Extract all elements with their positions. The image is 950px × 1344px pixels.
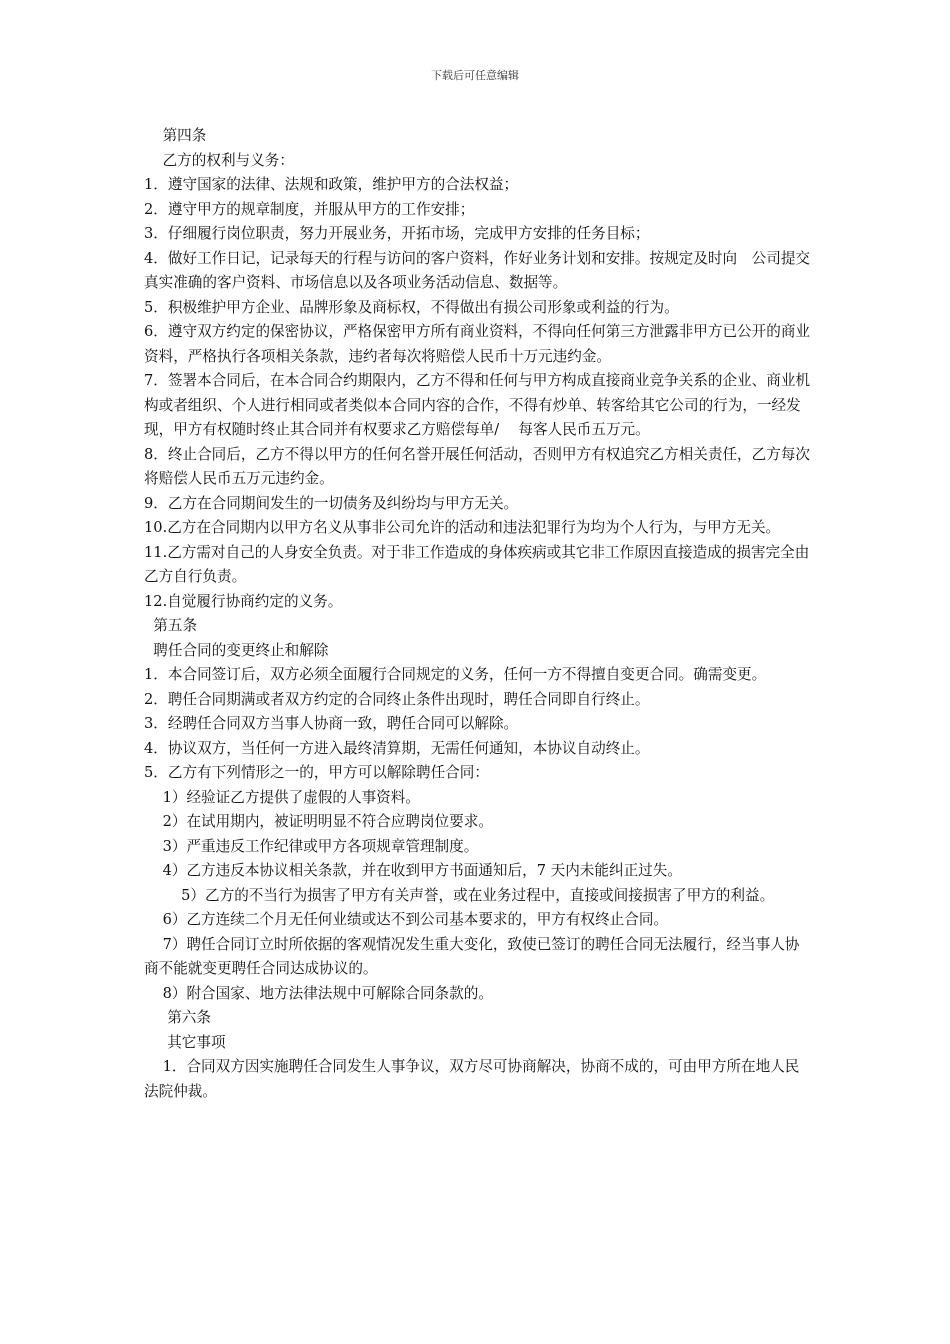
clause-paragraph: 4．做好工作日记，记录每天的行程与访问的客户资料，作好业务计划和安排。按规定及时向 公司提交真实准确的客户资料、市场信息以及各项业务活动信息、数据等。 — [144, 249, 811, 291]
clause-paragraph: 8．终止合同后，乙方不得以甲方的任何名誉开展任何活动，否则甲方有权追究乙方相关责任，乙方每次将赔偿人民币五万元违约金。 — [144, 445, 811, 487]
clause-paragraph: 2．聘任合同期满或者双方约定的合同终止条件出现时，聘任合同即自行终止。 — [144, 690, 650, 708]
clause-paragraph: 9．乙方在合同期间发生的一切债务及纠纷均与甲方无关。 — [144, 494, 519, 512]
clause-paragraph: 10.乙方在合同期内以甲方名义从事非公司允许的活动和违法犯罪行为均为个人行为，与甲方无关。 — [144, 519, 781, 536]
sub-clause-paragraph: 3）严重违反工作纪律或甲方各项规章管理制度。 — [144, 837, 479, 855]
clause-paragraph: 7．签署本合同后，在本合同合约期限内，乙方不得和任何与甲方构成直接商业竞争关系的企业、商业机构或者组织、个人进行相同或者类似本合同内容的合作，不得有炒单、转客给其它公司的行为，一经发现，甲方有权随时终止其合同并有权要求乙方赔偿每单/ 每客人民币五万元。 — [144, 372, 811, 438]
article-5-heading: 第五条 — [144, 617, 198, 634]
clause-paragraph: 5．积极维护甲方企业、品牌形象及商标权，不得做出有损公司形象或利益的行为。 — [144, 298, 679, 316]
article-5-title: 聘任合同的变更终止和解除 — [144, 641, 329, 659]
clause-paragraph: 4．协议双方，当任何一方进入最终清算期，无需任何通知，本协议自动终止。 — [144, 739, 650, 757]
sub-clause-paragraph: 1）经验证乙方提供了虚假的人事资料。 — [144, 788, 420, 806]
header-note: 下载后可任意编辑 — [431, 69, 519, 82]
clause-paragraph: 5．乙方有下列情形之一的，甲方可以解除聘任合同： — [144, 764, 489, 781]
article-4-heading: 第四条 — [144, 127, 207, 144]
clause-paragraph: 6．遵守双方约定的保密协议，严格保密甲方所有商业资料，不得向任何第三方泄露非甲方已公开的商业资料，严格执行各项相关条款，违约者每次将赔偿人民币十万元违约金。 — [144, 323, 811, 365]
article-6-heading: 第六条 — [144, 1009, 211, 1026]
sub-clause-paragraph: 6）乙方连续二个月无任何业绩或达不到公司基本要求的，甲方有权终止合同。 — [144, 911, 669, 928]
clause-paragraph: 12.自觉履行协商约定的义务。 — [144, 592, 343, 610]
clause-paragraph: 2．遵守甲方的规章制度，并服从甲方的工作安排； — [144, 200, 475, 218]
document-body — [144, 124, 812, 1104]
sub-clause-paragraph: 7）聘任合同订立时所依据的客观情况发生重大变化，致使已签订的聘任合同无法履行，经当事人协商不能就变更聘任合同达成协议的。 — [144, 935, 800, 977]
sub-clause-paragraph: 4）乙方违反本协议相关条款，并在收到甲方书面通知后，7 天内未能纠正过失。 — [144, 862, 682, 879]
article-4-title: 乙方的权利与义务： — [144, 151, 294, 169]
clause-paragraph: 3．经聘任合同双方当事人协商一致，聘任合同可以解除。 — [144, 715, 519, 732]
clause-paragraph: 11.乙方需对自己的人身安全负责。对于非工作造成的身体疾病或其它非工作原因直接造成的损害完全由乙方自行负责。 — [144, 543, 810, 585]
sub-clause-paragraph: 5）乙方的不当行为损害了甲方有关声誉，或在业务过程中，直接或间接损害了甲方的利益。 — [144, 886, 775, 904]
clause-paragraph: 1．本合同签订后，双方必须全面履行合同规定的义务，任何一方不得擅自变更合同。确需变更。 — [144, 666, 767, 683]
clause-paragraph: 1．合同双方因实施聘任合同发生人事争议，双方尽可协商解决，协商不成的，可由甲方所在地人民法院仲裁。 — [144, 1058, 800, 1100]
clause-paragraph: 3．仔细履行岗位职责，努力开展业务，开拓市场，完成甲方安排的任务目标； — [144, 225, 650, 242]
clause-paragraph: 1．遵守国家的法律、法规和政策，维护甲方的合法权益； — [144, 176, 519, 193]
sub-clause-paragraph: 8）附合国家、地方法律法规中可解除合同条款的。 — [144, 984, 493, 1002]
article-6-title: 其它事项 — [144, 1033, 226, 1051]
sub-clause-paragraph: 2）在试用期内，被证明明显不符合应聘岗位要求。 — [144, 813, 493, 830]
